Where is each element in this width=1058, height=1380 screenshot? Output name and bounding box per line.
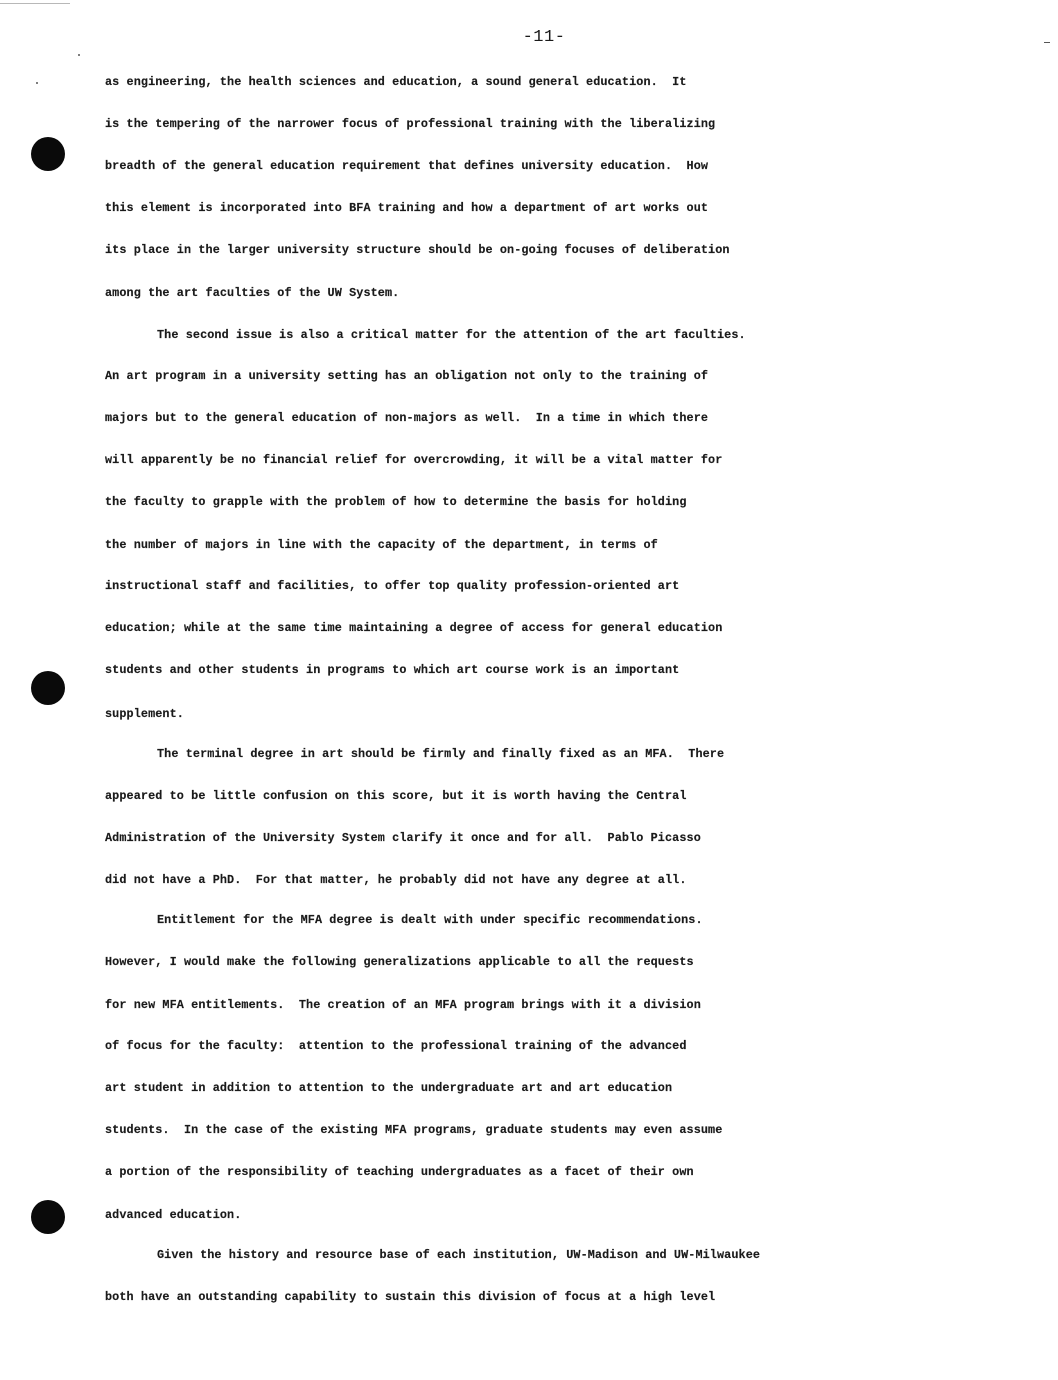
text-line: of focus for the faculty: attention to the professional training of the advanced <box>105 1039 687 1053</box>
text-line: majors but to the general education of non-majors as well. In a time in which there <box>105 411 709 425</box>
punch-hole-middle <box>31 671 65 705</box>
page-number: -11- <box>522 28 566 47</box>
scan-speck <box>78 54 80 56</box>
text-line: both have an outstanding capability to sustain this division of focus at a high level <box>105 1290 716 1304</box>
text-line: did not have a PhD. For that matter, he probably did not have any degree at all. <box>105 873 687 887</box>
text-line: will apparently be no financial relief for overcrowding, it will be a vital matter for <box>105 453 723 467</box>
text-line: An art program in a university setting has an obligation not only to the training of <box>105 369 709 383</box>
text-line: supplement. <box>105 707 184 721</box>
text-line: this element is incorporated into BFA training and how a department of art works out <box>105 201 709 215</box>
text-line: its place in the larger university structure should be on-going focuses of deliberation <box>105 243 730 257</box>
text-line: as engineering, the health sciences and education, a sound general education. It <box>105 75 687 89</box>
text-line: students. In the case of the existing MFA programs, graduate students may even assume <box>105 1123 723 1137</box>
paragraph-first-line: Given the history and resource base of each institution, UW-Madison and UW-Milwaukee <box>157 1248 761 1262</box>
text-line: appeared to be little confusion on this score, but it is worth having the Central <box>105 789 687 803</box>
text-line: a portion of the responsibility of teaching undergraduates as a facet of their own <box>105 1165 694 1179</box>
text-line: art student in addition to attention to the undergraduate art and art education <box>105 1081 673 1095</box>
paragraph-first-line: The second issue is also a critical matter for the attention of the art faculties. <box>157 328 746 342</box>
text-line: is the tempering of the narrower focus of professional training with the liberalizing <box>105 117 716 131</box>
text-line: the number of majors in line with the capacity of the department, in terms of <box>105 538 658 552</box>
paragraph-first-line: The terminal degree in art should be firmly and finally fixed as an MFA. There <box>157 747 725 761</box>
punch-hole-bottom <box>31 1200 65 1234</box>
text-line: for new MFA entitlements. The creation of an MFA program brings with it a division <box>105 998 701 1012</box>
text-line: Administration of the University System clarify it once and for all. Pablo Picasso <box>105 831 701 845</box>
text-line: However, I would make the following generalizations applicable to all the requests <box>105 955 694 969</box>
scan-speck <box>36 82 38 84</box>
paragraph-first-line: Entitlement for the MFA degree is dealt with under specific recommendations. <box>157 913 703 927</box>
text-line: the faculty to grapple with the problem of how to determine the basis for holding <box>105 495 687 509</box>
scan-edge-rule <box>0 3 70 4</box>
text-line: students and other students in programs to which art course work is an important <box>105 663 680 677</box>
text-line: among the art faculties of the UW System. <box>105 286 400 300</box>
text-line: advanced education. <box>105 1208 242 1222</box>
text-line: instructional staff and facilities, to offer top quality profession-oriented art <box>105 579 680 593</box>
punch-hole-top <box>31 137 65 171</box>
text-line: breadth of the general education requirement that defines university education. How <box>105 159 709 173</box>
scan-speck <box>1044 42 1050 43</box>
text-line: education; while at the same time maintaining a degree of access for general education <box>105 621 723 635</box>
